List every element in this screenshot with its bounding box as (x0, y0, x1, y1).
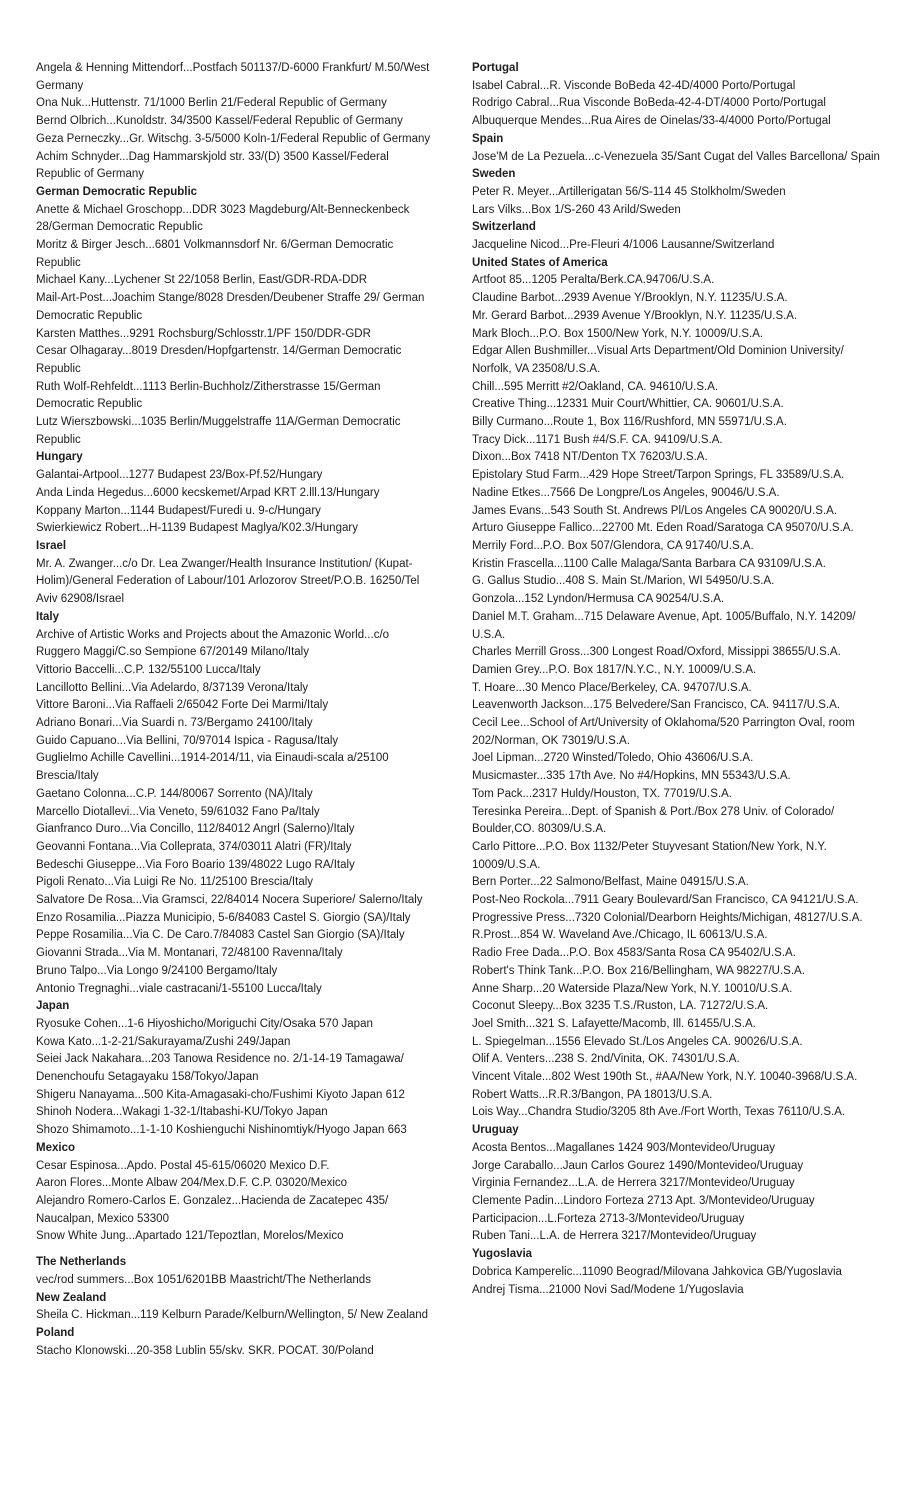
address-entry: vec/rod summers...Box 1051/6201BB Maastricht/The Netherlands (36, 1273, 371, 1286)
address-entry: Robert Watts...R.R.3/Bangon, PA 18013/U.S.A. (472, 1088, 713, 1101)
address-entry: Charles Merrill Gross...300 Longest Road/Oxford, Missippi 38655/U.S.A. (472, 646, 841, 659)
country-heading: The Netherlands (36, 1256, 127, 1269)
address-entry: Salvatore De Rosa...Via Gramsci, 22/84014 Nocera Superiore/ Salerno/Italy (36, 894, 423, 907)
address-entry: Virginia Fernandez...L.A. de Herrera 3217/Montevideo/Uruguay (472, 1177, 795, 1190)
address-entry: Robert's Think Tank...P.O. Box 216/Bellingham, WA 98227/U.S.A. (472, 964, 805, 977)
address-entry: Claudine Barbot...2939 Avenue Y/Brooklyn, N.Y. 11235/U.S.A. (472, 292, 788, 305)
address-entry: Mark Bloch...P.O. Box 1500/New York, N.Y. 10009/U.S.A. (472, 327, 764, 340)
address-entry: Radio Free Dada...P.O. Box 4583/Santa Rosa CA 95402/U.S.A. (472, 947, 796, 960)
address-entry: Acosta Bentos...Magallanes 1424 903/Montevideo/Uruguay (472, 1141, 776, 1154)
country-heading: Japan (36, 1000, 70, 1013)
address-entry: Dobrica Kamperelic...11090 Beograd/Milovana Jahkovica GB/Yugoslavia (472, 1265, 842, 1278)
address-entry: Participacion...L.Forteza 2713-3/Montevideo/Uruguay (472, 1212, 745, 1225)
address-entry: Epistolary Stud Farm...429 Hope Street/Tarpon Springs, FL 33589/U.S.A. (472, 469, 845, 482)
address-entry: Teresinka Pereira...Dept. of Spanish & Port./Box 278 Univ. of Colorado/ Boulder,CO. 80309/U.S.A. (472, 805, 835, 836)
address-entry: Creative Thing...12331 Muir Court/Whittier, CA. 90601/U.S.A. (472, 398, 784, 411)
address-entry: Geovanni Fontana...Via Colleprata, 374/03011 Alatri (FR)/Italy (36, 840, 352, 853)
address-entry: Andrej Tisma...21000 Novi Sad/Modene 1/Yugoslavia (472, 1283, 744, 1296)
address-entry: Seiei Jack Nakahara...203 Tanowa Residence no. 2/1-14-19 Tamagawa/ Denenchoufu Setagayaku 158/Tokyo/Japan (36, 1053, 404, 1084)
address-entry: Carlo Pittore...P.O. Box 1132/Peter Stuyvesant Station/New York, N.Y. 10009/U.S.A. (472, 840, 827, 871)
address-entry: Merrily Ford...P.O. Box 507/Glendora, CA 91740/U.S.A. (472, 539, 754, 552)
country-heading: Portugal (472, 62, 519, 74)
right-column (472, 60, 882, 1299)
address-entry: Gaetano Colonna...C.P. 144/80067 Sorrento (NA)/Italy (36, 787, 313, 800)
address-entry: Achim Schnyder...Dag Hammarskjold str. 33/(D) 3500 Kassel/Federal Republic of Germany (36, 150, 389, 181)
address-entry: Kristin Frascella...1100 Calle Malaga/Santa Barbara CA 93109/U.S.A. (472, 557, 826, 570)
address-entry: Peppe Rosamilia...Via C. De Caro.7/84083 Castel San Giorgio (SA)/Italy (36, 929, 405, 942)
address-entry: Olif A. Venters...238 S. 2nd/Vinita, OK. 74301/U.S.A. (472, 1053, 740, 1066)
address-entry: L. Spiegelman...1556 Elevado St./Los Angeles CA. 90026/U.S.A. (472, 1035, 803, 1048)
address-entry: Marcello Diotallevi...Via Veneto, 59/61032 Fano Pa/Italy (36, 805, 320, 818)
address-entry: Giovanni Strada...Via M. Montanari, 72/48100 Ravenna/Italy (36, 947, 343, 960)
address-entry: Anda Linda Hegedus...6000 kecskemet/Arpad KRT 2.lll.13/Hungary (36, 486, 380, 499)
address-entry: Sheila C. Hickman...119 Kelburn Parade/Kelburn/Wellington, 5/ New Zealand (36, 1309, 429, 1322)
address-entry: Gonzola...152 Lyndon/Hermusa CA 90254/U.S.A. (472, 593, 725, 606)
address-entry: Jacqueline Nicod...Pre-Fleuri 4/1006 Lausanne/Switzerland (472, 239, 775, 252)
country-heading: Israel (36, 539, 67, 552)
address-entry: Cecil Lee...School of Art/University of Oklahoma/520 Parrington Oval, room 202/Norman, OK 73019/U.S.A. (472, 717, 855, 747)
address-entry: Ruth Wolf-Rehfeldt...1113 Berlin-Buchholz/Zitherstrasse 15/German Democratic Republic (36, 380, 381, 411)
address-entry: James Evans...543 South St. Andrews Pl/Los Angeles CA 90020/U.S.A. (472, 504, 838, 517)
address-entry: Guido Capuano...Via Bellini, 70/97014 Ispica - Ragusa/Italy (36, 734, 339, 747)
address-entry: Ona Nuk...Huttenstr. 71/1000 Berlin 21/Federal Republic of Germany (36, 97, 387, 110)
address-entry: Koppany Marton...1144 Budapest/Furedi u. 9-c/Hungary (36, 504, 321, 517)
address-entry: Lars Vilks...Box 1/S-260 43 Arild/Sweden (472, 203, 681, 216)
address-entry: Enzo Rosamilia...Piazza Municipio, 5-6/84083 Castel S. Giorgio (SA)/Italy (36, 911, 411, 924)
address-entry: Michael Kany...Lychener St 22/1058 Berlin, East/GDR-RDA-DDR (36, 274, 368, 287)
address-entry: Joel Lipman...2720 Winsted/Toledo, Ohio 43606/U.S.A. (472, 752, 754, 765)
country-heading: Italy (36, 610, 60, 623)
address-entry: Jorge Caraballo...Jaun Carlos Gourez 1490/Montevideo/Uruguay (472, 1159, 804, 1172)
address-entry: R.Prost...854 W. Waveland Ave./Chicago, IL 60613/U.S.A. (472, 929, 768, 942)
country-heading: Switzerland (472, 221, 536, 234)
left-column (36, 60, 436, 1360)
address-entry: Guglielmo Achille Cavellini...1914-2014/11, via Einaudi-scala a/25100 Brescia/Italy (36, 752, 389, 783)
address-entry: Adriano Bonari...Via Suardi n. 73/Bergamo 24100/Italy (36, 717, 313, 730)
address-entry: Dixon...Box 7418 NT/Denton TX 76203/U.S.A. (472, 451, 708, 464)
spacer (36, 1246, 436, 1254)
address-entry: Anette & Michael Groschopp...DDR 3023 Magdeburg/Alt-Benneckenbeck 28/German Democratic Republic (36, 203, 410, 234)
address-entry: Chill...595 Merritt #2/Oakland, CA. 94610/U.S.A. (472, 380, 719, 393)
address-entry: Leavenworth Jackson...175 Belvedere/San Francisco, CA. 94117/U.S.A. (472, 699, 840, 712)
address-entry: T. Hoare...30 Menco Place/Berkeley, CA. 94707/U.S.A. (472, 681, 752, 694)
address-entry: Lois Way...Chandra Studio/3205 8th Ave./Fort Worth, Texas 76110/U.S.A. (472, 1106, 846, 1119)
country-heading: Hungary (36, 451, 83, 464)
address-entry: Vittorio Baccelli...C.P. 132/55100 Lucca/Italy (36, 663, 261, 676)
address-entry: G. Gallus Studio...408 S. Main St./Marion, WI 54950/U.S.A. (472, 575, 775, 588)
address-entry: Gianfranco Duro...Via Concillo, 112/84012 Angrl (Salerno)/Italy (36, 823, 355, 836)
address-entry: Shigeru Nanayama...500 Kita-Amagasaki-cho/Fushimi Kiyoto Japan 612 (36, 1088, 405, 1101)
country-heading: Spain (472, 132, 504, 145)
address-entry: Ryosuke Cohen...1-6 Hiyoshicho/Moriguchi City/Osaka 570 Japan (36, 1017, 373, 1030)
country-heading: Mexico (36, 1141, 75, 1154)
address-entry: Moritz & Birger Jesch...6801 Volkmannsdorf Nr. 6/German Democratic Republic (36, 239, 394, 269)
address-entry: Lutz Wierszbowski...1035 Berlin/Muggelstraffe 11A/German Democratic Republic (36, 416, 401, 446)
address-entry: Tracy Dick...1171 Bush #4/S.F. CA. 94109/U.S.A. (472, 433, 723, 446)
address-entry: Mr. Gerard Barbot...2939 Avenue Y/Brooklyn, N.Y. 11235/U.S.A. (472, 309, 798, 322)
address-entry: Musicmaster...335 17th Ave. No #4/Hopkins, MN 55343/U.S.A. (472, 770, 791, 783)
address-entry: Vincent Vitale...802 West 190th St., #AA/New York, N.Y. 10040-3968/U.S.A. (472, 1071, 858, 1084)
address-entry: Bedeschi Giuseppe...Via Foro Boario 139/48022 Lugo RA/Italy (36, 858, 355, 871)
address-entry: Kowa Kato...1-2-21/Sakurayama/Zushi 249/Japan (36, 1035, 291, 1048)
address-entry: Snow White Jung...Apartado 121/Tepoztlan, Morelos/Mexico (36, 1230, 344, 1243)
country-heading: New Zealand (36, 1291, 107, 1304)
address-entry: Bernd Olbrich...Kunoldstr. 34/3500 Kassel/Federal Republic of Germany (36, 115, 403, 128)
address-entry: Aaron Flores...Monte Albaw 204/Mex.D.F. C.P. 03020/Mexico (36, 1177, 348, 1190)
address-entry: Daniel M.T. Graham...715 Delaware Avenue, Apt. 1005/Buffalo, N.Y. 14209/ U.S.A. (472, 610, 856, 641)
address-entry: Post-Neo Rockola...7911 Geary Boulevard/San Francisco, CA 94121/U.S.A. (472, 894, 859, 907)
address-entry: Peter R. Meyer...Artillerigatan 56/S-114 45 Stolkholm/Sweden (472, 185, 786, 198)
country-heading: United States of America (472, 256, 608, 269)
address-entry: Shozo Shimamoto...1-1-10 Koshienguchi Nishinomtiyk/Hyogo Japan 663 (36, 1124, 407, 1137)
address-entry: Bruno Talpo...Via Longo 9/24100 Bergamo/Italy (36, 964, 278, 977)
address-entry: Swierkiewicz Robert...H-1139 Budapest Maglya/K02.3/Hungary (36, 522, 358, 535)
country-heading: German Democratic Republic (36, 185, 198, 198)
address-entry: Artfoot 85...1205 Peralta/Berk.CA.94706/U.S.A. (472, 274, 715, 287)
address-entry: Progressive Press...7320 Colonial/Dearborn Heights/Michigan, 48127/U.S.A. (472, 911, 863, 924)
address-entry: Galantai-Artpool...1277 Budapest 23/Box-Pf.52/Hungary (36, 469, 323, 482)
country-heading: Uruguay (472, 1124, 519, 1137)
address-entry: Jose'M de La Pezuela...c-Venezuela 35/Sant Cugat del Valles Barcellona/ Spain (472, 150, 880, 163)
address-entry: Bern Porter...22 Salmono/Belfast, Maine 04915/U.S.A. (472, 876, 749, 889)
address-entry: Alejandro Romero-Carlos E. Gonzalez...Hacienda de Zacatepec 435/ Naucalpan, Mexico 53300 (36, 1195, 389, 1225)
address-entry: Archive of Artistic Works and Projects about the Amazonic World...c/o Ruggero Maggi/C.so Sempione 67/20149 Milano/Italy (36, 628, 390, 659)
country-heading: Poland (36, 1326, 75, 1339)
address-entry: Coconut Sleepy...Box 3235 T.S./Ruston, LA. 71272/U.S.A. (472, 1000, 769, 1013)
address-entry: Lancillotto Bellini...Via Adelardo, 8/37139 Verona/Italy (36, 681, 309, 694)
address-entry: Ruben Tani...L.A. de Herrera 3217/Montevideo/Uruguay (472, 1230, 757, 1243)
address-entry: Damien Grey...P.O. Box 1817/N.Y.C., N.Y. 10009/U.S.A. (472, 663, 757, 676)
address-entry: Tom Pack...2317 Huldy/Houston, TX. 77019/U.S.A. (472, 787, 732, 800)
address-entry: Angela & Henning Mittendorf...Postfach 501137/D-6000 Frankfurt/ M.50/West Germany (36, 62, 430, 92)
address-entry: Anne Sharp...20 Waterside Plaza/New York, N.Y. 10010/U.S.A. (472, 982, 793, 995)
address-entry: Isabel Cabral...R. Visconde BoBeda 42-4D/4000 Porto/Portugal (472, 79, 796, 92)
address-entry: Karsten Matthes...9291 Rochsburg/Schlosstr.1/PF 150/DDR-GDR (36, 327, 371, 340)
address-entry: Mail-Art-Post...Joachim Stange/8028 Dresden/Deubener Straffe 29/ German Democratic Republic (36, 292, 425, 322)
address-entry: Cesar Olhagaray...8019 Dresden/Hopfgartenstr. 14/German Democratic Republic (36, 345, 402, 375)
address-entry: Stacho Klonowski...20-358 Lublin 55/skv. SKR. POCAT. 30/Poland (36, 1344, 374, 1357)
address-entry: Billy Curmano...Route 1, Box 116/Rushford, MN 55971/U.S.A. (472, 416, 787, 429)
address-entry: Edgar Allen Bushmiller...Visual Arts Department/Old Dominion University/ Norfolk, VA 23508/U.S.A. (472, 345, 844, 375)
address-entry: Arturo Giuseppe Fallico...22700 Mt. Eden Road/Saratoga CA 95070/U.S.A. (472, 522, 854, 535)
country-heading: Yugoslavia (472, 1248, 533, 1261)
address-entry: Joel Smith...321 S. Lafayette/Macomb, Ill. 61455/U.S.A. (472, 1017, 756, 1030)
country-heading: Sweden (472, 168, 516, 181)
address-entry: Albuquerque Mendes...Rua Aires de Oinelas/33-4/4000 Porto/Portugal (472, 115, 831, 128)
address-entry: Clemente Padin...Lindoro Forteza 2713 Apt. 3/Montevideo/Uruguay (472, 1195, 815, 1207)
address-entry: Nadine Etkes...7566 De Longpre/Los Angeles, 90046/U.S.A. (472, 486, 780, 499)
address-entry: Pigoli Renato...Via Luigi Re No. 11/25100 Brescia/Italy (36, 876, 314, 889)
address-entry: Cesar Espinosa...Apdo. Postal 45-615/06020 Mexico D.F. (36, 1159, 330, 1172)
address-entry: Geza Perneczky...Gr. Witschg. 3-5/5000 Koln-1/Federal Republic of Germany (36, 132, 431, 145)
address-entry: Shinoh Nodera...Wakagi 1-32-1/Itabashi-KU/Tokyo Japan (36, 1106, 328, 1119)
address-entry: Vittore Baroni...Via Raffaeli 2/65042 Forte Dei Marmi/Italy (36, 699, 329, 712)
address-entry: Mr. A. Zwanger...c/o Dr. Lea Zwanger/Health Insurance Institution/ (Kupat-Holim)/General Federation of Labour/101 Arlozorov Street/P.O.B. 16250/Tel Aviv 62908/Israel (36, 557, 420, 606)
address-entry: Rodrigo Cabral...Rua Visconde BoBeda-42-4-DT/4000 Porto/Portugal (472, 97, 826, 110)
address-entry: Antonio Tregnaghi...viale castracani/1-55100 Lucca/Italy (36, 982, 322, 995)
